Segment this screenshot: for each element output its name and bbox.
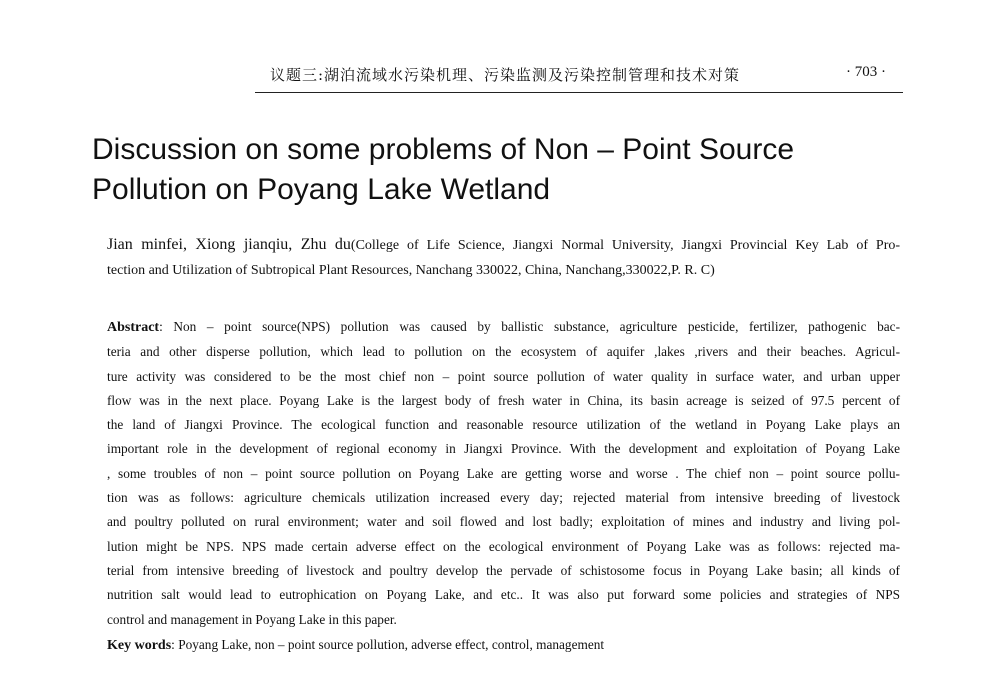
abstract-line: , some troubles of non – point source pollution on Poyang Lake are getting worse and worse . The chief non – point source pollu- [107, 465, 900, 481]
abstract-line: nutrition salt would lead to eutrophication on Poyang Lake, and etc.. It was also put forward some policies and strategies of NPS [107, 587, 900, 603]
keywords-text: Poyang Lake, non – point source pollution, adverse effect, control, management [178, 637, 605, 652]
keywords-label: Key words [107, 638, 172, 653]
page-number: · 703 · [846, 64, 886, 80]
title-line: Discussion on some problems of Non – Point Source [92, 133, 795, 166]
abstract-line: and poultry polluted on rural environment; water and soil flowed and lost badly; exploitation of mines and industry and living pol- [107, 514, 900, 530]
abstract-line: terial from intensive breeding of livestock and poultry develop the pervade of schistosome focus in Poyang Lake basin; all kinds of [107, 562, 900, 578]
abstract-line: important role in the development of regional economy in Jiangxi Province. With the development and exploitation of Poyang Lake [107, 441, 900, 457]
abstract-line: tion was as follows: agriculture chemicals utilization increased every day; rejected material from intensive breeding of livestock [107, 490, 900, 506]
author-names: Jian minfei, Xiong jianqiu, Zhu du [107, 236, 351, 253]
header-rule [255, 92, 903, 93]
authors-block [107, 232, 900, 283]
paper-title [92, 130, 794, 210]
abstract-line: Non – point source(NPS) pollution was caused by ballistic substance, agriculture pesticide, fertilizer, pathogenic bac- [173, 319, 900, 334]
abstract-line: teria and other disperse pollution, which lead to pollution on the ecosystem of aquifer ,lakes ,rivers and their beaches. Agricul- [107, 344, 900, 360]
affiliation: tection and Utilization of Subtropical Plant Resources, Nanchang 330022, China, Nanchang,330022,P. R. C) [107, 263, 715, 278]
affiliation: (College of Life Science, Jiangxi Normal University, Jiangxi Provincial Key Lab of Pro- [350, 238, 901, 253]
abstract-sep: : [159, 319, 174, 334]
abstract [107, 315, 900, 632]
title-line: Pollution on Poyang Lake Wetland [92, 173, 551, 206]
abstract-line: the land of Jiangxi Province. The ecological function and reasonable resource utilization of the wetland in Poyang Lake plays an [107, 417, 900, 433]
abstract-line: flow was in the next place. Poyang Lake is the largest body of fresh water in China, its basin acreage is seized of 97.5 percent of [107, 392, 900, 408]
abstract-label: Abstract [107, 320, 160, 335]
abstract-line: lution might be NPS. NPS made certain adverse effect on the ecological environment of Poyang Lake was as follows: rejected ma- [107, 538, 900, 554]
keywords [107, 633, 604, 658]
abstract-line: control and management in Poyang Lake in this paper. [107, 611, 397, 627]
abstract-line: ture activity was considered to be the most chief non – point source pollution of water quality in surface water, and urban upper [107, 368, 900, 384]
keywords-sep: : [171, 637, 179, 652]
running-header: 议题三:湖泊流域水污染机理、污染监测及污染控制管理和技术对策 [270, 66, 741, 84]
